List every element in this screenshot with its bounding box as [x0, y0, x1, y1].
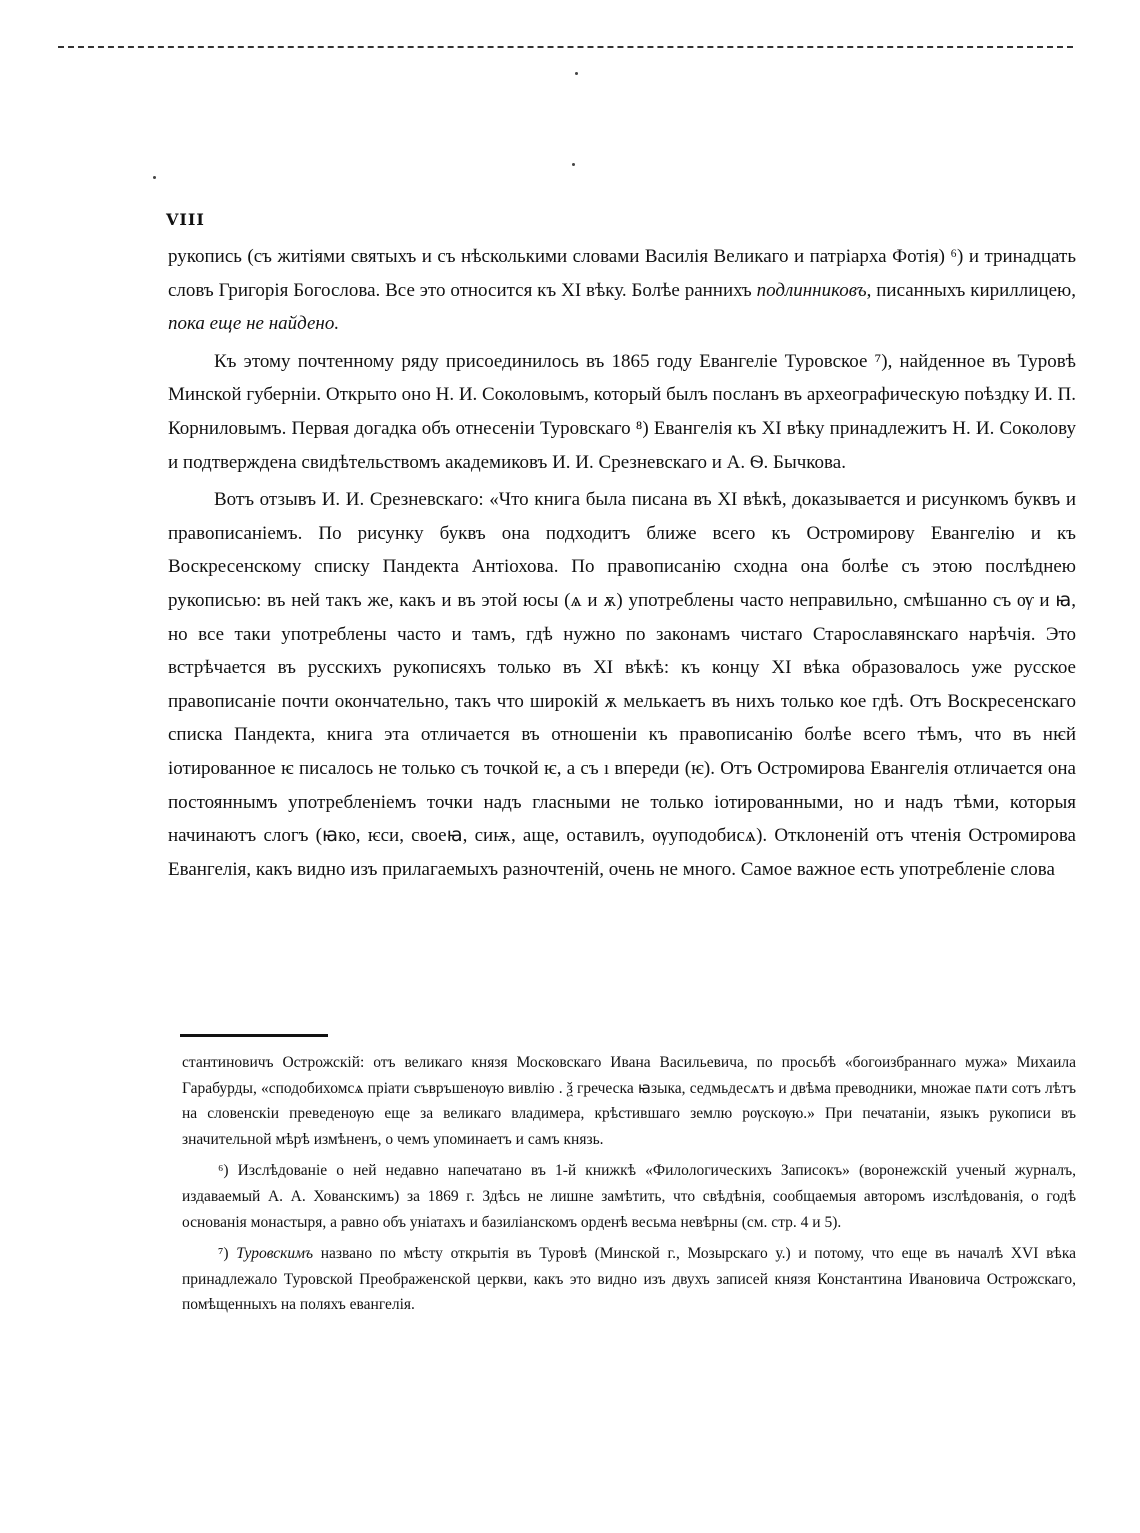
footnote-separator — [180, 1034, 328, 1037]
emphasis: подлинниковъ — [756, 279, 867, 301]
paragraph-3: Вотъ отзывъ И. И. Срезневскаго: «Что книга была писана въ XI вѣкѣ, доказывается и рисункомъ буквъ и правописаніемъ. По рисунку буквъ она подходитъ ближе всего къ Остромирову Евангелію и къ Воскресенскому списку Пандекта Антіохова. По правописанію сходна она болѣе съ этою послѣднею рукописью: въ ней такъ же, какъ и въ этой юсы (ѧ и ѫ) употреблены часто неправильно, смѣшанно съ ѹ и ꙗ, но все таки употреблены часто и тамъ, гдѣ нужно по законамъ чистаго Старославянскаго нарѣчія. Это встрѣчается въ русскихъ рукописяхъ только въ XI вѣкѣ: къ концу XI вѣка образовалось уже русское правописаніе почти окончательно, такъ что широкій ѫ мелькаетъ въ нихъ только кое гдѣ. Отъ Воскресенскаго списка Пандекта, книга эта отличается въ отношеніи къ правописанію болѣе всего тѣмъ, что въ нѥй іотированное ѥ писалось не только съ точкой ѥ, а съ ı впереди (ѥ). Отъ Остромирова Евангелія отличается она постояннымъ употребленіемъ точки надъ гласными не только іотированными, но и надъ тѣми, которыя начинаютъ слогъ (ꙗко, ѥси, своеꙗ, сиѭ, аще, оставилъ, ѹуподобисѧ). Отклоненій отъ чтенія Остромирова Евангелія, какъ видно изъ прилагаемыхъ разночтеній, очень не много. Самое важное есть употребленіе слова — [168, 489, 1076, 880]
footnote-continuation: стантиновичъ Острожскій: отъ великаго князя Московскаго Ивана Васильевича, по просьбѣ «богоизбраннаго мужа» Михаила Гарабурды, «сподобихомсѧ прiати съвръшенѹю вивлiю . ѯ греческа ꙗзыка, седмьдесѧтъ и двѣма преводники, множае пѧти сотъ лѣтъ на словенскiи преведенѹю еще за великаго владимера, крѣстившаго землю рѹскѹю.» При печатаніи, языкъ рукописи въ значительной мѣрѣ измѣненъ, о чемъ упоминаетъ и самъ князь. — [182, 1054, 1076, 1148]
emphasis: пока еще не найдено. — [168, 313, 340, 335]
print-speck — [572, 163, 575, 166]
footnote-7: ⁷) Туровскимъ названо по мѣсту открытія въ Туровѣ (Минской г., Мозырскаго у.) и потому, что еще въ началѣ XVI вѣка принадлежало Туровской Преображенской церкви, какъ это видно изъ двухъ записей князя Константина Ивановича Острожскаго, помѣщенныхъ на поляхъ евангелія. — [182, 1245, 1076, 1314]
paragraph-2: Къ этому почтенному ряду присоединилось въ 1865 году Евангеліе Туровское ⁷), найденное въ Туровѣ Минской губерніи. Открыто оно Н. И. Соколовымъ, который былъ посланъ въ археографическую поѣздку И. П. Корниловымъ. Первая догадка объ отнесеніи Туровскаго ⁸) Евангелія къ XI вѣку принадлежитъ Н. И. Соколову и подтверждена свидѣтельствомъ академиковъ И. И. Срезневскаго и А. Ѳ. Бычкова. — [168, 350, 1076, 473]
print-speck — [575, 72, 578, 75]
top-rule — [58, 46, 1073, 48]
emphasis: Туровскимъ — [236, 1245, 314, 1263]
page-number: VIII — [166, 210, 205, 229]
footnotes — [182, 1050, 1076, 1318]
print-speck — [153, 176, 156, 179]
paragraph-1: рукопись (съ житіями святыхъ и съ нѣсколькими словами Василія Великаго и патріарха Фотія) ⁶) и тринадцать словъ Григорія Богослова. Все это относится къ XI вѣку. Болѣе раннихъ подлинниковъ, писанныхъ кириллицею, пока еще не найдено. — [168, 246, 1076, 335]
main-text — [168, 240, 1076, 886]
footnote-6: ⁶) Изслѣдованіе о ней недавно напечатано въ 1-й книжкѣ «Филологическихъ Записокъ» (воронежскій ученый журналъ, издаваемый А. А. Хованскимъ) за 1869 г. Здѣсь не лишне замѣтить, что свѣдѣнія, сообщаемыя авторомъ изслѣдованія, о годѣ основанія монастыря, а равно объ уніатахъ и базиліанскомъ орденѣ весьма невѣрны (см. стр. 4 и 5). — [182, 1162, 1076, 1231]
